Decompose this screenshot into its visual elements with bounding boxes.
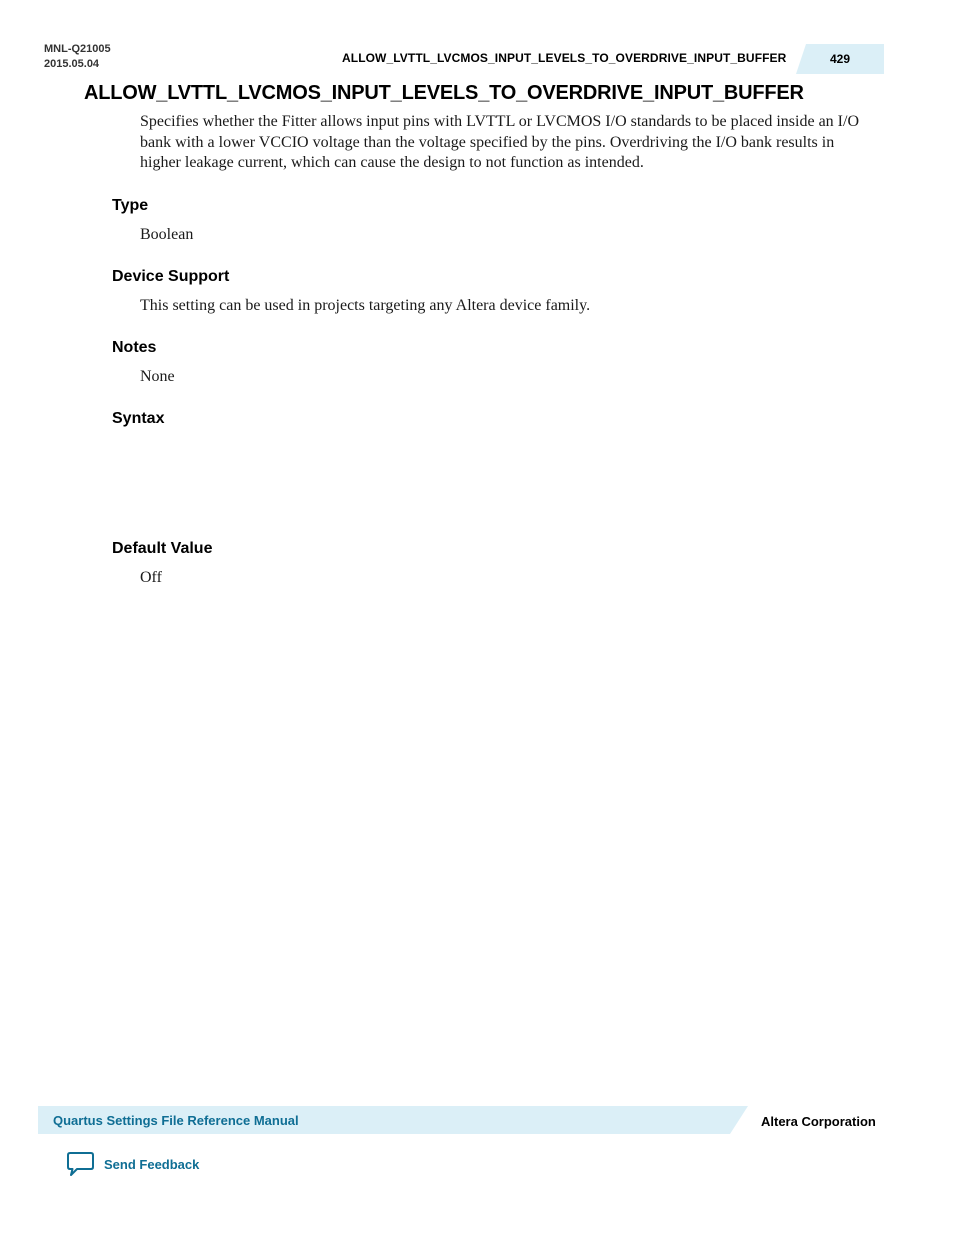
page-number-tab [796,44,884,74]
footer-band [38,1106,748,1134]
document-date: 2015.05.04 [44,58,100,70]
section-heading-type: Type [112,197,149,214]
document-id: MNL-Q21005 [44,43,111,55]
setting-description: Specifies whether the Fitter allows input pins with LVTTL or LVCMOS I/O standards to be placed inside an I/O bank with a lower VCCIO voltage than the voltage specified by the pins. Overdriving the I/O bank results in higher leakage current, which can cause the design to not function as intended. [140,113,859,171]
setting-title: ALLOW_LVTTL_LVCMOS_INPUT_LEVELS_TO_OVERDRIVE_INPUT_BUFFER [84,82,804,104]
footer-manual-title: Quartus Settings File Reference Manual [53,1113,299,1128]
section-heading-syntax: Syntax [112,410,165,427]
document-id-block [44,42,111,72]
section-value-type: Boolean [140,226,194,243]
footer-company: Altera Corporation [761,1114,876,1129]
section-value-device-support: This setting can be used in projects targeting any Altera device family. [140,297,591,314]
page-number: 429 [829,52,851,66]
section-value-default-value: Off [140,569,162,586]
speech-bubble-icon [66,1151,95,1178]
send-feedback-link[interactable] [66,1150,199,1178]
section-heading-default-value: Default Value [112,540,213,557]
section-value-notes: None [140,368,175,385]
running-header-title: ALLOW_LVTTL_LVCMOS_INPUT_LEVELS_TO_OVERDRIVE_INPUT_BUFFER [342,51,787,65]
section-heading-device-support: Device Support [112,268,230,285]
section-heading-notes: Notes [112,339,157,356]
send-feedback-label: Send Feedback [104,1156,200,1172]
